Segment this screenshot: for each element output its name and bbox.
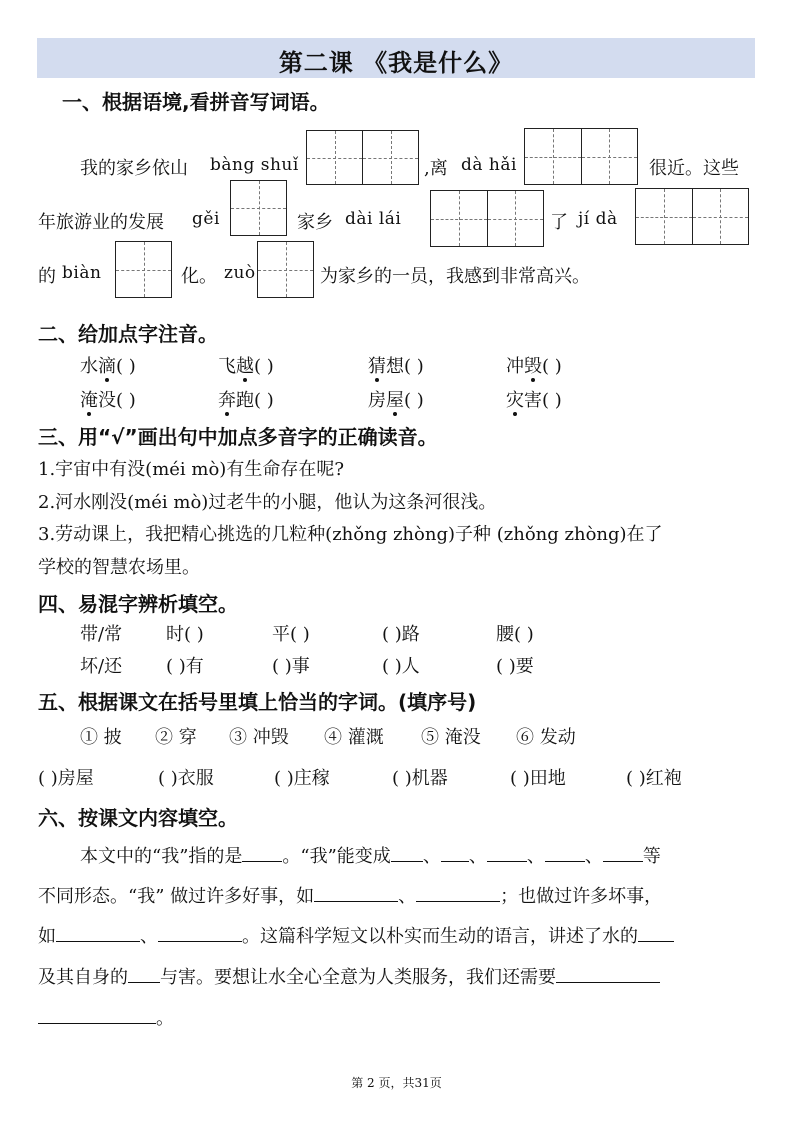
s1-pinyin-dahai: dà hǎi — [461, 155, 517, 175]
s6-text: 不同形态。“我” 做过许多好事，如 — [38, 886, 315, 907]
s6-text: 本文中的“我”指的是 — [80, 846, 243, 867]
s3-question-1: 1.宇宙中有没(méi mò)有生命存在呢? — [38, 459, 344, 480]
page-number: 第 2 页，共31页 — [351, 1076, 442, 1090]
s5-blank[interactable]: ( )机器 — [392, 768, 448, 789]
answer-paren[interactable]: ( ) — [254, 390, 274, 411]
dotted-char: 奔 — [218, 390, 236, 411]
fill-blank[interactable] — [441, 843, 469, 862]
s2-item-1 — [80, 352, 136, 378]
page-title: 第二课 《我是什么》 — [278, 49, 514, 77]
s6-text: 等 — [642, 846, 661, 867]
dotted-char: 滴 — [98, 356, 116, 377]
answer-paren[interactable]: ( ) — [404, 390, 424, 411]
s4-blank[interactable]: ( )路 — [382, 624, 420, 645]
s6-text: 如 — [38, 926, 56, 947]
s1-pinyin-jida: jí dà — [578, 209, 618, 229]
fill-blank[interactable] — [128, 964, 160, 983]
section4-heading: 四、易混字辨析填空。 — [38, 592, 238, 616]
s6-text: 与害。要想让水全心全意为人类服务，我们还需要 — [160, 967, 556, 988]
s1-line1-text-b: ,离 — [424, 158, 448, 179]
writing-box-dailai[interactable] — [430, 190, 544, 247]
s5-blank[interactable]: ( )房屋 — [38, 768, 94, 789]
dotted-char: 灾 — [506, 390, 524, 411]
fill-blank[interactable] — [56, 923, 140, 942]
s5-blank[interactable]: ( )红袍 — [626, 768, 682, 789]
section5-heading: 五、根据课文在括号里填上恰当的字词。(填序号) — [38, 690, 477, 714]
s1-pinyin-zuo: zuò — [224, 263, 256, 283]
writing-box-gei[interactable] — [230, 180, 287, 236]
section2-heading: 二、给加点字注音。 — [38, 322, 218, 346]
s6-sep: 、 — [584, 846, 603, 867]
section1-heading: 一、根据语境,看拼音写词语。 — [62, 90, 330, 114]
s6-sep: 、 — [140, 926, 158, 947]
answer-paren[interactable]: ( ) — [404, 356, 424, 377]
s2-item-text: 想 — [386, 356, 404, 377]
fill-blank[interactable] — [556, 964, 660, 983]
s1-pinyin-gei: gěi — [192, 209, 220, 229]
title-band — [37, 38, 755, 78]
answer-paren[interactable]: ( ) — [542, 356, 562, 377]
s3-question-3-cont: 学校的智慧农场里。 — [38, 557, 200, 578]
fill-blank[interactable] — [314, 883, 398, 902]
s6-text: ；也做过许多坏事， — [500, 886, 663, 907]
writing-box-bian[interactable] — [115, 241, 172, 298]
s1-line3-text-c: 为家乡的一员，我感到非常高兴。 — [320, 266, 590, 287]
s1-line2-text-a: 年旅游业的发展 — [38, 212, 164, 233]
dotted-char: 屋 — [386, 390, 404, 411]
s2-item-text: 跑 — [236, 390, 254, 411]
s2-item-5 — [80, 386, 136, 412]
s5-option: ⑥ 发动 — [516, 727, 576, 748]
s6-sep: 、 — [526, 846, 545, 867]
s2-item-4 — [506, 352, 562, 378]
s2-item-3 — [368, 352, 424, 378]
fill-blank[interactable] — [391, 843, 423, 862]
s2-item-6 — [218, 386, 274, 412]
s4-blank[interactable]: ( )有 — [166, 656, 204, 677]
s2-item-8 — [506, 386, 562, 412]
answer-paren[interactable]: ( ) — [116, 390, 136, 411]
s1-pinyin-bian: biàn — [62, 263, 102, 283]
s5-blank[interactable]: ( )庄稼 — [274, 768, 330, 789]
s2-item-7 — [368, 386, 424, 412]
s2-item-text: 房 — [368, 390, 386, 411]
s6-sep: 、 — [468, 846, 487, 867]
s4-group-label: 带/常 — [80, 624, 123, 645]
s2-item-text: 冲 — [506, 356, 524, 377]
writing-box-jida[interactable] — [635, 188, 749, 245]
fill-blank[interactable] — [545, 843, 585, 862]
s5-blank[interactable]: ( )田地 — [510, 768, 566, 789]
s2-item-text: 飞 — [218, 356, 236, 377]
fill-blank[interactable] — [38, 1005, 156, 1024]
s4-blank[interactable]: ( )要 — [496, 656, 534, 677]
s4-blank[interactable]: 平( ) — [272, 624, 310, 645]
writing-box-dahai[interactable] — [524, 128, 638, 185]
dotted-char: 越 — [236, 356, 254, 377]
writing-box-zuo[interactable] — [257, 241, 314, 298]
writing-box-bangshui[interactable] — [306, 130, 419, 185]
s6-text: 及其自身的 — [38, 967, 128, 988]
s6-line5 — [38, 1004, 174, 1030]
s1-pinyin-bangshui: bàng shuǐ — [210, 155, 299, 175]
s5-option: ⑤ 淹没 — [421, 727, 481, 748]
s2-item-2 — [218, 352, 274, 378]
s5-option: ① 披 — [80, 727, 122, 748]
s4-blank[interactable]: 腰( ) — [496, 624, 534, 645]
s6-text: 。这篇科学短文以朴实而生动的语言，讲述了水的 — [242, 926, 638, 947]
s3-question-3: 3.劳动课上，我把精心挑选的几粒种(zhǒng zhòng)子种 (zhǒng zhòng)在了 — [38, 524, 663, 545]
answer-paren[interactable]: ( ) — [254, 356, 274, 377]
s2-item-text: 没 — [98, 390, 116, 411]
section3-heading: 三、用“√”画出句中加点多音字的正确读音。 — [38, 425, 438, 449]
s3-question-2: 2.河水刚没(méi mò)过老牛的小腿，他认为这条河很浅。 — [38, 492, 497, 513]
s6-line3 — [38, 922, 674, 948]
s6-line4 — [38, 963, 660, 989]
s4-blank[interactable]: ( )人 — [382, 656, 420, 677]
s6-line2 — [38, 882, 662, 908]
dotted-char: 淹 — [80, 390, 98, 411]
s5-blank[interactable]: ( )衣服 — [158, 768, 214, 789]
dotted-char: 毁 — [524, 356, 542, 377]
s1-line2-text-c: 了 — [550, 212, 568, 233]
answer-paren[interactable]: ( ) — [542, 390, 562, 411]
s6-text: 。“我”能变成 — [282, 846, 391, 867]
answer-paren[interactable]: ( ) — [116, 356, 136, 377]
s5-option: ② 穿 — [155, 727, 197, 748]
s1-line3-text-b: 化。 — [181, 266, 217, 287]
s6-line1 — [80, 842, 661, 868]
dotted-char: 猜 — [368, 356, 386, 377]
s1-line1-text-c: 很近。这些 — [649, 158, 739, 179]
s5-option: ③ 冲毁 — [229, 727, 289, 748]
s6-sep: 、 — [398, 886, 417, 907]
s1-line3-text-a: 的 — [38, 266, 56, 287]
fill-blank[interactable] — [158, 923, 242, 942]
fill-blank[interactable] — [242, 843, 282, 862]
s6-text: 。 — [156, 1008, 174, 1029]
section6-heading: 六、按课文内容填空。 — [38, 806, 238, 830]
fill-blank[interactable] — [638, 923, 674, 942]
s4-blank[interactable]: ( )事 — [272, 656, 310, 677]
s4-blank[interactable]: 时( ) — [166, 624, 204, 645]
fill-blank[interactable] — [487, 843, 527, 862]
s5-option: ④ 灌溉 — [324, 727, 384, 748]
s1-line2-text-b: 家乡 — [297, 212, 333, 233]
s4-group-label: 坏/还 — [80, 656, 123, 677]
s6-sep: 、 — [422, 846, 441, 867]
s2-item-text: 害 — [524, 390, 542, 411]
s2-item-text: 水 — [80, 356, 98, 377]
s1-pinyin-dailai: dài lái — [345, 209, 402, 229]
fill-blank[interactable] — [416, 883, 500, 902]
fill-blank[interactable] — [603, 843, 643, 862]
s1-line1-text-a: 我的家乡依山 — [80, 158, 188, 179]
